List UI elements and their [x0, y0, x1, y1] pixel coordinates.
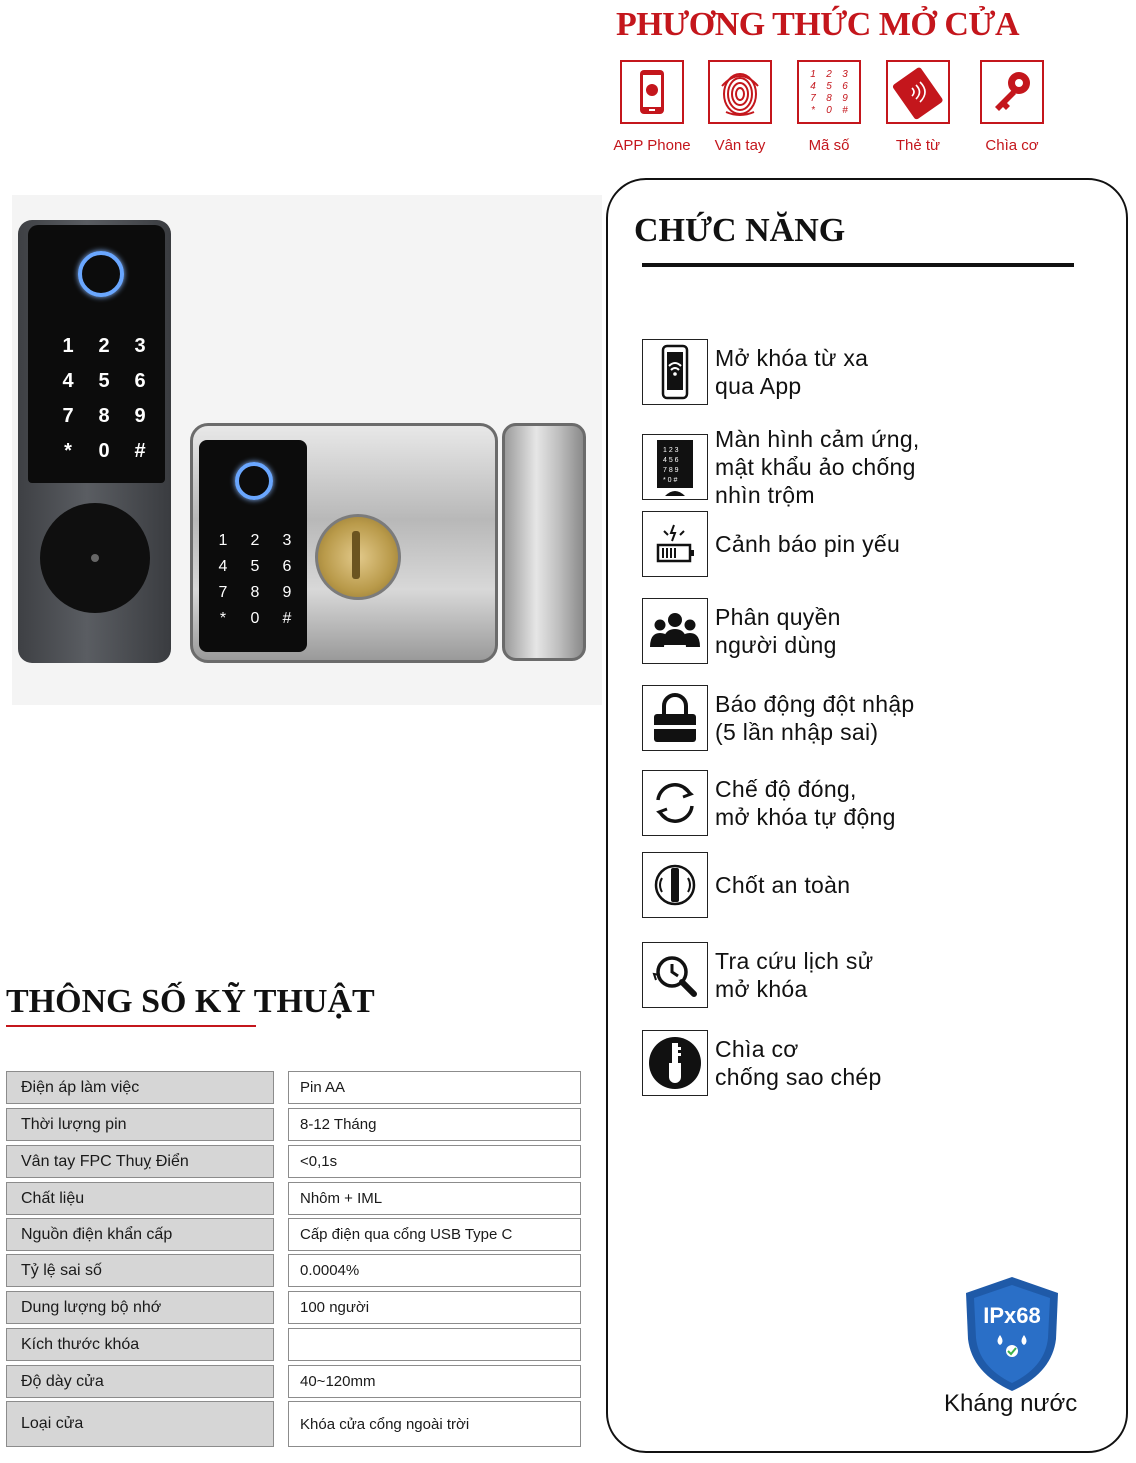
key-label: 4	[218, 558, 228, 575]
spec-value: <0,1s	[288, 1145, 581, 1178]
key-label: 6	[134, 370, 146, 392]
spec-key: Dung lượng bộ nhớ	[6, 1291, 274, 1324]
feature-text: mật khẩu ảo chống	[715, 454, 916, 480]
lock-knob	[40, 503, 150, 613]
feature-text: mở khóa tự động	[715, 804, 896, 830]
spec-value: 100 người	[288, 1291, 581, 1324]
product-photo	[12, 195, 602, 705]
key-label: #	[842, 104, 848, 116]
key-label: 0	[250, 610, 260, 627]
key-label: 3	[282, 532, 292, 549]
feature-low-battery	[642, 511, 900, 577]
waterproof-shield-icon	[962, 1275, 1062, 1393]
waterproof-caption: Kháng nước	[944, 1390, 1078, 1417]
smartphone-icon	[620, 60, 684, 124]
feature-text: (5 lần nhập sai)	[715, 719, 879, 745]
key-label: #	[134, 440, 146, 462]
feature-text: Phân quyền	[715, 604, 841, 630]
fingerprint-sensor-icon	[78, 251, 124, 297]
method-key	[967, 60, 1057, 154]
feature-text: Cảnh báo pin yếu	[715, 531, 901, 557]
feature-text: Chốt an toàn	[715, 872, 851, 898]
fingerprint-icon	[708, 60, 772, 124]
feature-text: Chìa cơ	[715, 1036, 799, 1062]
svg-text:1 2 3: 1 2 3	[663, 447, 679, 454]
key-label: *	[811, 104, 815, 116]
key-label: 7	[62, 405, 74, 427]
key-label: 4	[810, 80, 816, 92]
key-label: 6	[842, 80, 848, 92]
feature-safety-latch	[642, 852, 850, 918]
feature-user-permissions	[642, 598, 841, 664]
auto-cycle-icon	[642, 770, 708, 836]
key-label: 1	[810, 68, 816, 80]
key-label: 5	[826, 80, 832, 92]
feature-text: chống sao chép	[715, 1064, 882, 1090]
key-label: 1	[62, 335, 74, 357]
keypad-panel	[199, 440, 307, 652]
key-label: 8	[826, 92, 832, 104]
key-label: 5	[98, 370, 110, 392]
feature-intrusion-alarm	[642, 685, 915, 751]
alarm-lock-icon	[642, 685, 708, 751]
keypad-digits	[50, 335, 158, 463]
handle-lock-image	[18, 220, 171, 663]
spec-key: Độ dày cửa	[6, 1365, 274, 1398]
key-label: 3	[134, 335, 146, 357]
spec-value: Khóa cửa cổng ngoài trời	[288, 1401, 581, 1447]
key-cylinder	[315, 514, 401, 600]
spec-key: Thời lượng pin	[6, 1108, 274, 1141]
feature-text: qua App	[715, 373, 802, 399]
spec-key: Tỷ lệ sai số	[6, 1254, 274, 1287]
latch-bolt-image	[502, 423, 586, 661]
key-label: 9	[282, 584, 292, 601]
spec-key: Vân tay FPC Thuỵ Điển	[6, 1145, 274, 1178]
key-label: 7	[810, 92, 816, 104]
keypad-panel	[28, 225, 165, 483]
key-icon	[980, 60, 1044, 124]
keypad-digits	[207, 532, 303, 628]
rfid-card-icon	[886, 60, 950, 124]
spec-key: Nguồn điện khẩn cấp	[6, 1218, 274, 1251]
spec-value: Cấp điện qua cổng USB Type C	[288, 1218, 581, 1251]
key-label: #	[282, 610, 292, 627]
feature-auto-lock	[642, 770, 896, 836]
key-label: 9	[842, 92, 848, 104]
spec-value: 8-12 Tháng	[288, 1108, 581, 1141]
spec-value: Nhôm + IML	[288, 1182, 581, 1215]
key-label: 9	[134, 405, 146, 427]
key-label: 2	[250, 532, 260, 549]
low-battery-icon	[642, 511, 708, 577]
method-label: Chìa cơ	[985, 137, 1039, 154]
spec-key: Loại cửa	[6, 1401, 274, 1447]
touch-keypad-icon	[642, 434, 708, 500]
method-label: Vân tay	[714, 137, 766, 154]
svg-text:* 0 #: * 0 #	[663, 477, 678, 484]
key-label: 5	[250, 558, 260, 575]
svg-text:4 5 6: 4 5 6	[663, 457, 679, 464]
opening-methods-title: PHƯƠNG THỨC MỞ CỬA	[616, 6, 1020, 43]
key-label: 8	[98, 405, 110, 427]
specs-title: THÔNG SỐ KỸ THUẬT	[6, 983, 375, 1020]
spec-value	[288, 1328, 581, 1361]
feature-touch-screen	[642, 425, 920, 509]
key-label: 0	[826, 104, 832, 116]
feature-text: Chế độ đóng,	[715, 776, 857, 802]
method-label: Thẻ từ	[895, 137, 941, 154]
safety-latch-icon	[642, 852, 708, 918]
features-divider	[642, 263, 1074, 267]
spec-value: Pin AA	[288, 1071, 581, 1104]
fingerprint-sensor-icon	[235, 462, 273, 500]
key-label: *	[219, 610, 227, 627]
feature-remote-unlock	[642, 339, 868, 405]
feature-text: nhìn trộm	[715, 482, 815, 508]
method-label: APP Phone	[613, 137, 691, 154]
key-label: *	[64, 440, 72, 462]
features-title: CHỨC NĂNG	[634, 212, 846, 249]
spec-key: Chất liệu	[6, 1182, 274, 1215]
key-label: 2	[826, 68, 832, 80]
phone-wifi-icon	[642, 339, 708, 405]
method-fingerprint	[695, 60, 785, 154]
key-label: 8	[250, 584, 260, 601]
feature-text: Mở khóa từ xa	[715, 345, 869, 371]
rim-lock-image	[190, 423, 498, 663]
key-label: 1	[218, 532, 228, 549]
method-passcode	[784, 60, 874, 154]
key-label: 2	[98, 335, 110, 357]
key-label: 3	[842, 68, 848, 80]
method-rfid-card	[873, 60, 963, 154]
spec-value: 40~120mm	[288, 1365, 581, 1398]
feature-history-lookup	[642, 942, 873, 1008]
method-app-phone	[607, 60, 697, 154]
feature-text: người dùng	[715, 632, 837, 658]
ip-rating-text: IPx68	[983, 1303, 1041, 1328]
users-icon	[642, 598, 708, 664]
feature-text: Tra cứu lịch sử	[715, 948, 874, 974]
feature-text: mở khóa	[715, 976, 808, 1002]
keypad-icon	[797, 60, 861, 124]
key-label: 0	[98, 440, 110, 462]
key-label: 6	[282, 558, 292, 575]
method-label: Mã số	[808, 137, 850, 154]
svg-text:7 8 9: 7 8 9	[663, 467, 679, 474]
feature-text: Báo động đột nhập	[715, 691, 915, 717]
spec-key: Điện áp làm việc	[6, 1071, 274, 1104]
spec-value: 0.0004%	[288, 1254, 581, 1287]
feature-anti-copy-key	[642, 1030, 882, 1096]
anti-copy-key-icon	[642, 1030, 708, 1096]
specs-underline	[6, 1025, 256, 1027]
history-search-icon	[642, 942, 708, 1008]
key-label: 4	[62, 370, 74, 392]
feature-text: Màn hình cảm ứng,	[715, 426, 920, 452]
key-label: 7	[218, 584, 228, 601]
spec-key: Kích thước khóa	[6, 1328, 274, 1361]
